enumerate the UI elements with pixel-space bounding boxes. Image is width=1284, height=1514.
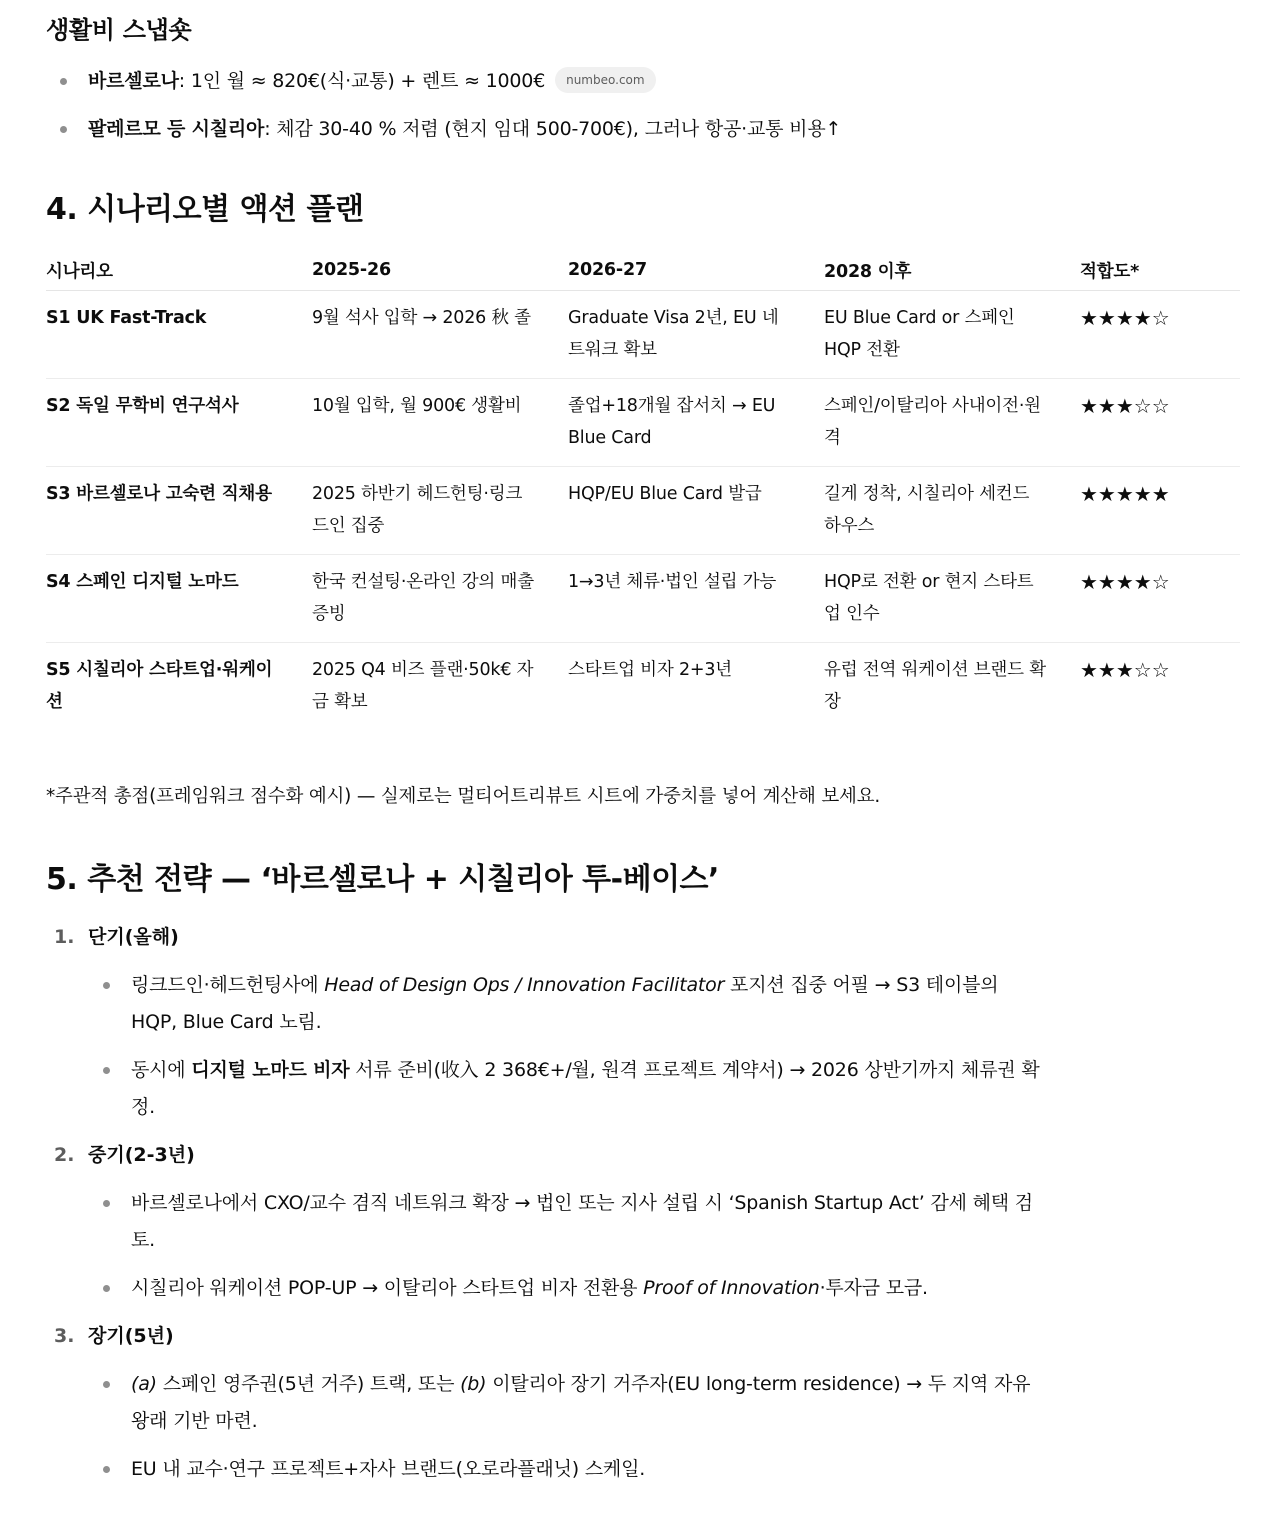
list-item	[131, 1451, 1061, 1488]
text-segment: 포지션 집중 어필 → S3 테이블의	[724, 974, 999, 996]
source-citation-badge[interactable]: numbeo.com	[555, 67, 655, 93]
emphasis-text: Proof of Innovation	[643, 1277, 820, 1299]
text-segment: 서류 준비(收入 2 368€+/월, 원격 프로젝트 계약서) → 2026 상반기까지 체류권 확	[349, 1059, 1040, 1081]
cell-2028-after: HQP로 전환 or 현지 스타트업 인수	[824, 555, 1080, 643]
scenario-name: S2 독일 무학비 연구석사	[46, 379, 312, 467]
living-cost-heading: 생활비 스냅숏	[46, 16, 192, 44]
cell-2025-26: 2025 하반기 헤드헌팅·링크드인 집중	[312, 467, 568, 555]
cell-2026-27: Graduate Visa 2년, EU 네트워크 확보	[568, 291, 824, 379]
table-row	[46, 555, 1240, 643]
phase-number: 2.	[54, 1144, 75, 1166]
table-header-row	[46, 250, 1240, 291]
column-header-scenario: 시나리오	[46, 250, 312, 291]
text-segment: ·투자금 모금.	[819, 1277, 928, 1299]
emphasis-text: (b)	[460, 1373, 487, 1395]
cell-2026-27: HQP/EU Blue Card 발급	[568, 467, 824, 555]
living-cost-label: 바르셀로나	[88, 70, 179, 92]
cell-2025-26: 2025 Q4 비즈 플랜·50k€ 자금 확보	[312, 660, 534, 712]
fit-rating-stars: ★★★★★	[1080, 467, 1240, 555]
fit-rating-stars: ★★★★☆	[1080, 291, 1240, 379]
living-cost-item-barcelona	[88, 63, 656, 100]
text-segment: 이탈리아 장기 거주자(EU long-term residence) → 두 지역 자유	[486, 1373, 1031, 1395]
fit-rating-stars: ★★★★☆	[1080, 555, 1240, 643]
list-item	[131, 1052, 1061, 1126]
scenario-name: S3 바르셀로나 고숙련 직채용	[46, 467, 312, 555]
text-segment: 시칠리아 워케이션 POP-UP → 이탈리아 스타트업 비자 전환용	[131, 1277, 644, 1299]
living-cost-label: 팔레르모 등 시칠리아	[88, 118, 265, 140]
cell-2026-27: 1→3년 체류·법인 설립 가능	[568, 555, 824, 643]
emphasis-text: (a)	[131, 1373, 157, 1395]
column-header-2028-after: 2028 이후	[824, 250, 1080, 291]
cell-2025-26: 한국 컨설팅·온라인 강의 매출 증빙	[312, 555, 568, 643]
table-row	[46, 291, 1240, 379]
list-item	[131, 967, 1061, 1041]
bullet-dot	[103, 1067, 110, 1074]
phase-label: 중기(2-3년)	[88, 1144, 195, 1166]
list-item	[131, 1366, 1061, 1440]
fit-rating-stars: ★★★☆☆	[1080, 379, 1240, 467]
bullet-dot	[103, 1466, 110, 1473]
living-cost-text: : 1인 월 ≈ 820€(식·교통) + 렌트 ≈ 1000€	[178, 70, 546, 92]
text-segment: 바르셀로나에서 CXO/교수 겸직 네트워크 확장 → 법인 또는 지사 설립 시 ‘Spanish Startup Act’ 감세 혜택 검	[131, 1192, 1033, 1214]
bullet-dot	[103, 1285, 110, 1292]
phase-heading-long-term	[54, 1318, 174, 1355]
strategy-section-heading: 5. 추천 전략 — ‘바르셀로나 + 시칠리아 투-베이스’	[46, 862, 719, 897]
table-row	[46, 467, 1240, 555]
phase-label: 장기(5년)	[88, 1325, 174, 1347]
text-segment: 토.	[131, 1229, 155, 1251]
phase-label: 단기(올해)	[88, 926, 179, 948]
text-segment: 정.	[131, 1096, 155, 1118]
column-header-2026-27: 2026-27	[568, 250, 824, 291]
table-footnote: *주관적 총점(프레임워크 점수화 예시) — 실제로는 멀티어트리뷰트 시트에 가중치를 넣어 계산해 보세요.	[46, 786, 881, 807]
scenario-section-heading: 4. 시나리오별 액션 플랜	[46, 192, 364, 227]
column-header-2025-26: 2025-26	[312, 250, 568, 291]
table-row	[46, 379, 1240, 467]
text-segment: 스페인 영주권(5년 거주) 트랙, 또는	[156, 1373, 461, 1395]
cell-2025-26: 9월 석사 입학 → 2026 秋 졸	[312, 291, 568, 379]
table-row	[46, 643, 1240, 731]
phase-number: 1.	[54, 926, 75, 948]
cell-2028-after: 스페인/이탈리아 사내이전·원격	[824, 379, 1080, 467]
text-segment: HQP, Blue Card 노림.	[131, 1011, 322, 1033]
phase-number: 3.	[54, 1325, 75, 1347]
scenario-table	[46, 250, 1240, 730]
scenario-name: S5 시칠리아 스타트업·워케이션	[46, 660, 273, 712]
strong-text: 디지털 노마드 비자	[191, 1059, 350, 1081]
living-cost-text: : 체감 30-40 % 저렴 (현지 임대 500-700€), 그러나 항공·교통 비용↑	[264, 118, 842, 140]
phase-heading-mid-term	[54, 1137, 195, 1174]
cell-2028-after: 유럽 전역 워케이션 브랜드 확장	[824, 660, 1046, 712]
column-header-fit: 적합도*	[1080, 250, 1240, 291]
cell-2028-after: EU Blue Card or 스페인 HQP 전환	[824, 291, 1080, 379]
text-segment: 링크드인·헤드헌팅사에	[131, 974, 325, 996]
cell-2028-after: 길게 정착, 시칠리아 세컨드 하우스	[824, 467, 1080, 555]
cell-2026-27: 스타트업 비자 2+3년	[568, 660, 732, 680]
emphasis-text: Head of Design Ops / Innovation Facilitator	[324, 974, 725, 996]
living-cost-item-sicily	[88, 111, 841, 148]
scenario-name: S1 UK Fast-Track	[46, 291, 312, 379]
text-segment: 동시에	[131, 1059, 192, 1081]
bullet-dot	[103, 1381, 110, 1388]
phase-heading-short-term	[54, 919, 179, 956]
bullet-dot	[60, 126, 67, 133]
list-item	[131, 1185, 1061, 1259]
fit-rating-stars: ★★★☆☆	[1080, 658, 1170, 682]
cell-2025-26: 10월 입학, 월 900€ 생활비	[312, 379, 568, 467]
scenario-name: S4 스페인 디지털 노마드	[46, 555, 312, 643]
list-item	[131, 1270, 1061, 1307]
bullet-dot	[60, 78, 67, 85]
cell-2026-27: 졸업+18개월 잡서치 → EU Blue Card	[568, 379, 824, 467]
bullet-dot	[103, 982, 110, 989]
text-segment: 왕래 기반 마련.	[131, 1410, 258, 1432]
text-segment: EU 내 교수·연구 프로젝트+자사 브랜드(오로라플래닛) 스케일.	[131, 1458, 646, 1480]
bullet-dot	[103, 1200, 110, 1207]
